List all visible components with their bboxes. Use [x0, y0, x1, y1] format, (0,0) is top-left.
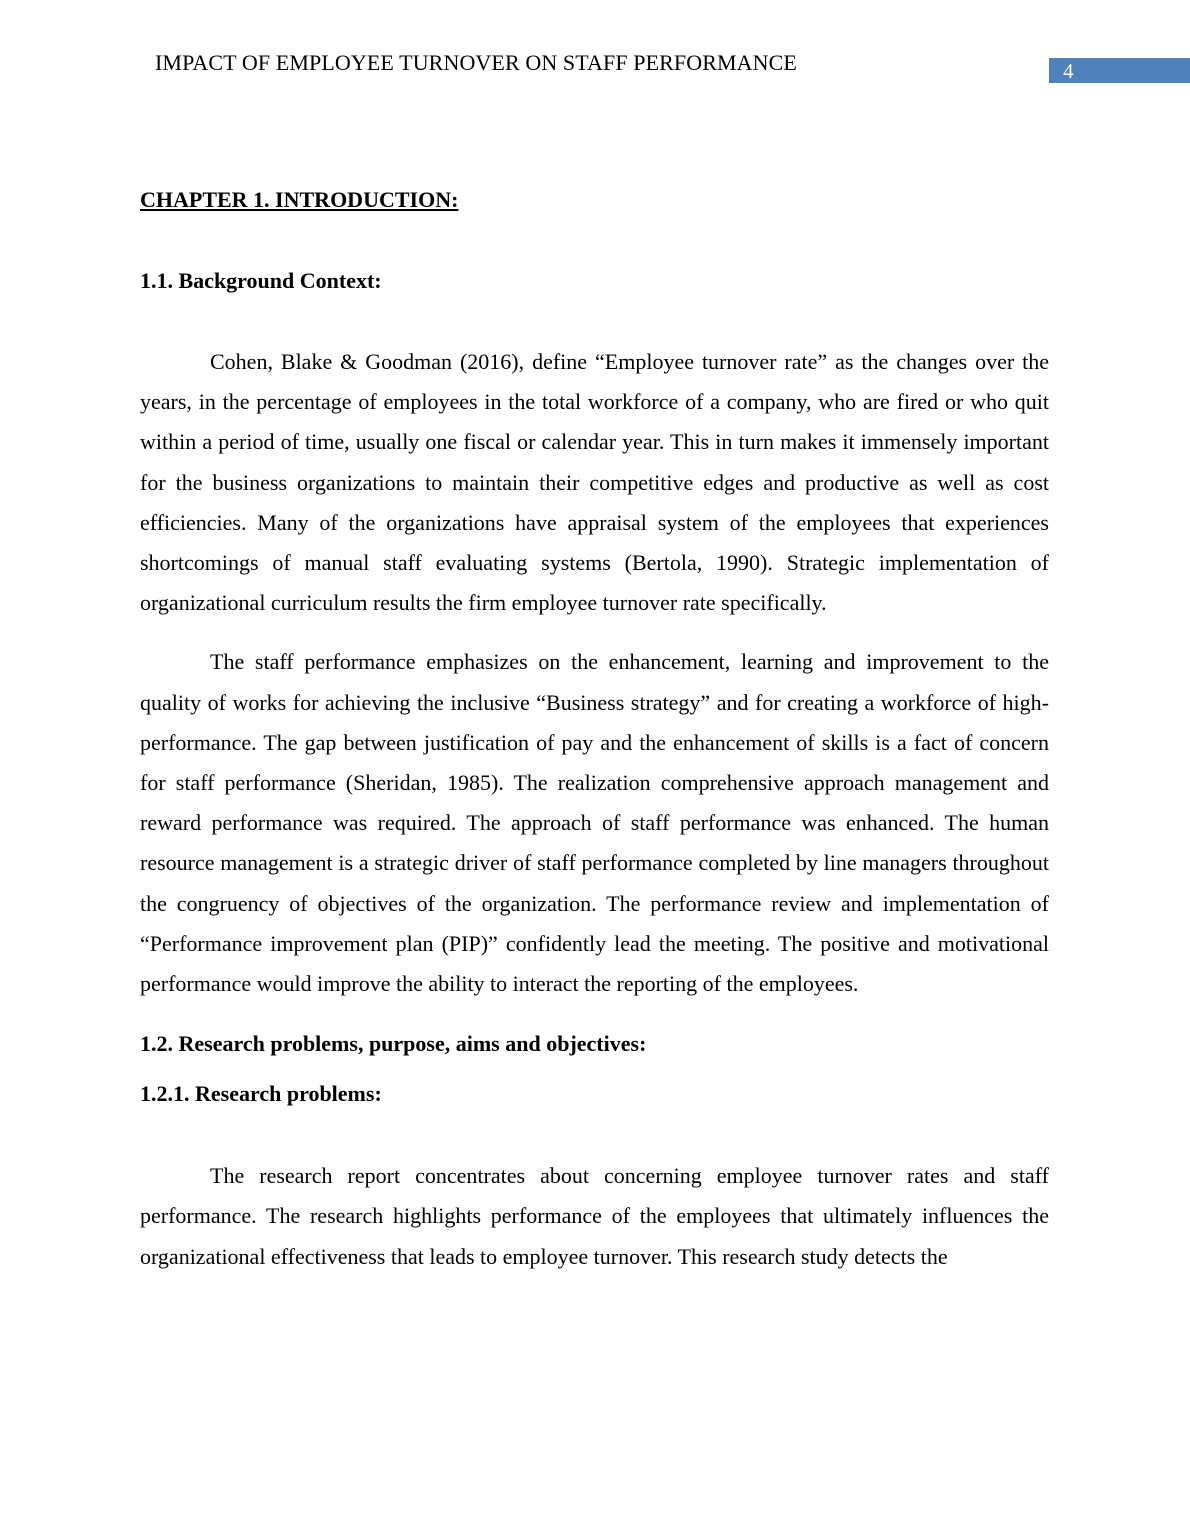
section-heading-background: 1.1. Background Context: [140, 268, 382, 293]
paragraph-research-problems: The research report concentrates about concerning employee turnover rates and staff performance. The research highlights performance of the employees that ultimately influences the organizational effectiveness that leads to employee turnover. This research study detects the [140, 1163, 1049, 1269]
document-body [140, 182, 1049, 1277]
chapter-title: CHAPTER 1. INTRODUCTION: [140, 187, 459, 212]
page-number-badge [1049, 58, 1190, 83]
paragraph-background-2: The staff performance emphasizes on the enhancement, learning and improvement to the quality of works for achieving the inclusive “Business strategy” and for creating a workforce of high-performance. The gap between justification of pay and the enhancement of skills is a fact of concern for staff performance (Sheridan, 1985). The realization comprehensive approach management and reward performance was required. The approach of staff performance was enhanced. The human resource management is a strategic driver of staff performance completed by line managers throughout the congruency of objectives of the organization. The performance review and implementation of “Performance improvement plan (PIP)” confidently lead the meeting. The positive and motivational performance would improve the ability to interact the reporting of the employees. [140, 649, 1049, 997]
section-heading-research: 1.2. Research problems, purpose, aims and objectives: [140, 1031, 647, 1057]
running-header-title: IMPACT OF EMPLOYEE TURNOVER ON STAFF PERFORMANCE [155, 50, 797, 75]
subsection-heading-research-problems: 1.2.1. Research problems: [140, 1081, 382, 1107]
page-number: 4 [1063, 59, 1074, 83]
paragraph-background-1: Cohen, Blake & Goodman (2016), define “Employee turnover rate” as the changes over the years, in the percentage of employees in the total workforce of a company, who are fired or who quit within a period of time, usually one fiscal or calendar year. This in turn makes it immensely important for the business organizations to maintain their competitive edges and productive as well as cost efficiencies. Many of the organizations have appraisal system of the employees that experiences shortcomings of manual staff evaluating systems (Bertola, 1990). Strategic implementation of organizational curriculum results the firm employee turnover rate specifically. [140, 349, 1049, 616]
